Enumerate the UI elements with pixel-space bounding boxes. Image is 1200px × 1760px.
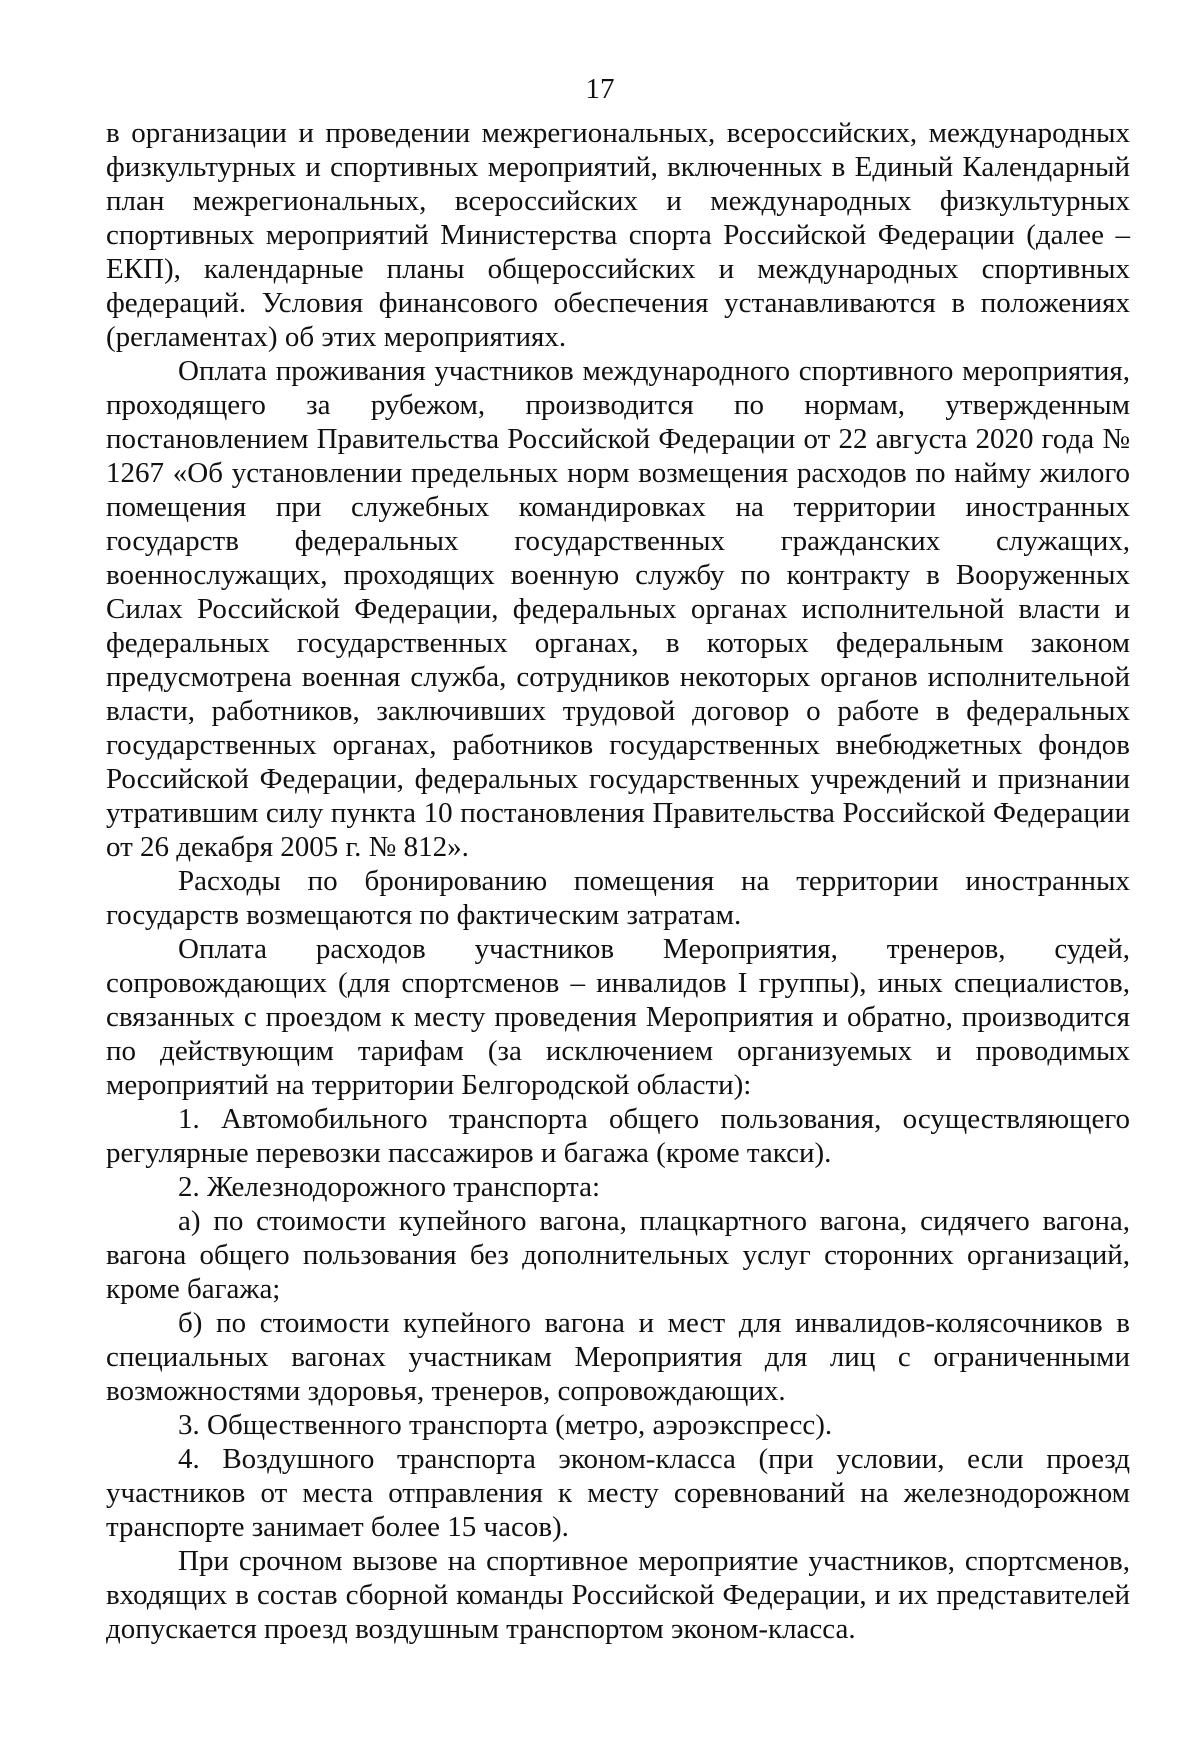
list-subitem-b: б) по стоимости купейного вагона и мест для инвалидов-колясочников в специальных вагонах участникам Мероприятия для лиц с ограниченными возможностями здоровья, тренеров, сопровождающих.	[106, 1307, 1130, 1407]
list-item-rail-transport: 2. Железнодорожного транспорта:	[178, 1171, 601, 1203]
document-body	[106, 116, 1130, 1646]
paragraph-booking-expenses: Расходы по бронированию помещения на территории иностранных государств возмещаются по фактическим затратам.	[106, 865, 1130, 931]
list-item-air-transport: 4. Воздушного транспорта эконом-класса (при условии, если проезд участников от места отправления к месту соревнований на железнодорожном транспорте занимает более 15 часов).	[106, 1443, 1130, 1543]
list-item-public-transport: 3. Общественного транспорта (метро, аэроэкспресс).	[178, 1409, 833, 1441]
list-item-road-transport: 1. Автомобильного транспорта общего пользования, осуществляющего регулярные перевозки пассажиров и багажа (кроме такси).	[106, 1103, 1130, 1169]
paragraph-travel-expenses: Оплата расходов участников Мероприятия, тренеров, судей, сопровождающих (для спортсменов – инвалидов I группы), иных специалистов, связанных с проездом к месту проведения Мероприятия и обратно, производится по действующим тарифам (за исключением организуемых и проводимых мероприятий на территории Белгородской области):	[106, 933, 1130, 1101]
paragraph-urgent-call: При срочном вызове на спортивное мероприятие участников, спортсменов, входящих в состав сборной команды Российской Федерации, и их представителей допускается проезд воздушным транспортом эконом-класса.	[106, 1545, 1130, 1645]
paragraph-continuation: в организации и проведении межрегиональных, всероссийских, международных физкультурных и спортивных мероприятий, включенных в Единый Календарный план межрегиональных, всероссийских и международных физкультурных спортивных мероприятий Министерства спорта Российской Федерации (далее – ЕКП), календарные планы общероссийских и международных спортивных федераций. Условия финансового обеспечения устанавливаются в положениях (регламентах) об этих мероприятиях.	[106, 117, 1130, 353]
page-number: 17	[585, 73, 615, 105]
list-subitem-a: а) по стоимости купейного вагона, плацкартного вагона, сидячего вагона, вагона общего пользования без дополнительных услуг сторонних организаций, кроме багажа;	[106, 1205, 1130, 1305]
paragraph-accommodation-payment: Оплата проживания участников международного спортивного мероприятия, проходящего за рубежом, производится по нормам, утвержденным постановлением Правительства Российской Федерации от 22 августа 2020 года № 1267 «Об установлении предельных норм возмещения расходов по найму жилого помещения при служебных командировках на территории иностранных государств федеральных государственных гражданских служащих, военнослужащих, проходящих военную службу по контракту в Вооруженных Силах Российской Федерации, федеральных органах исполнительной власти и федеральных государственных органах, в которых федеральным законом предусмотрена военная служба, сотрудников некоторых органов исполнительной власти, работников, заключивших трудовой договор о работе в федеральных государственных органах, работников государственных внебюджетных фондов Российской Федерации, федеральных государственных учреждений и признании утратившим силу пункта 10 постановления Правительства Российской Федерации от 26 декабря 2005 г. № 812».	[106, 355, 1130, 863]
